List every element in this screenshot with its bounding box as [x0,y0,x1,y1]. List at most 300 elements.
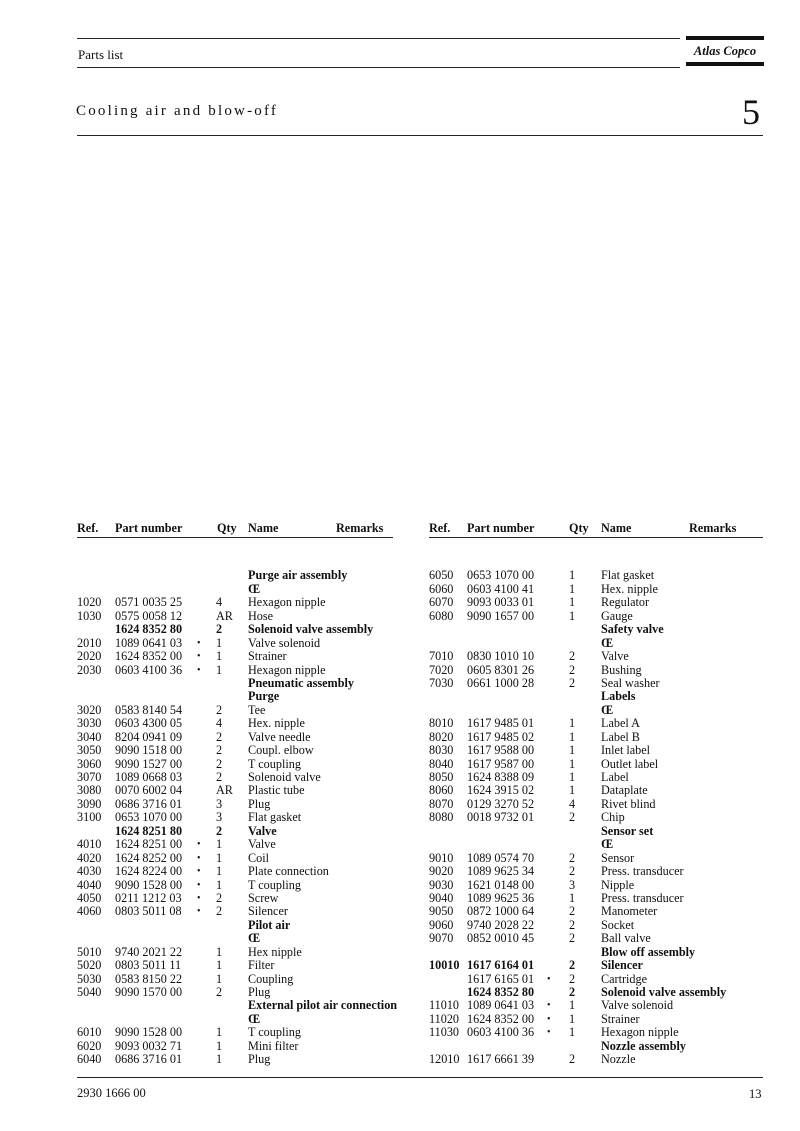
cell-ref: 3020 [77,702,102,717]
cell-part-number: 0211 1212 03 [115,890,182,905]
cell-part-number: 0653 1070 00 [467,568,535,583]
table-row [77,1026,393,1039]
cell-ref: 9060 [429,917,454,932]
header-rule [77,537,393,538]
cell-ref: 8010 [429,716,454,731]
cell-name: Label B [601,729,640,744]
table-row [429,919,763,932]
cell-part-number: 0686 3716 01 [115,796,183,811]
cell-name: Manometer [601,904,658,919]
cell-ref: 11030 [429,1025,460,1040]
cell-name: Socket [601,917,635,932]
cell-name: Sensor [601,850,635,865]
cell-bullet: • [197,664,201,676]
cell-name: Valve [601,649,629,664]
cell-ref: 6020 [77,1038,102,1053]
table-row [429,596,763,609]
cell-name: T coupling [248,1025,301,1040]
cell-name: Valve [248,837,276,852]
table-row [77,811,393,824]
cell-qty: 2 [569,971,576,986]
cell-part-number: 0575 0058 12 [115,608,183,623]
cell-part-number: 1624 8352 00 [467,1011,535,1026]
cell-ref: 2010 [77,635,102,650]
cell-name: T coupling [248,877,301,892]
cell-part-number: 1089 0574 70 [467,850,535,865]
cell-name: Blow off assembly [601,944,696,959]
header-bottom-rule [77,67,680,68]
cell-name: Bushing [601,662,642,677]
cell-qty: 3 [569,877,576,892]
cell-name: Hex. nipple [248,716,305,731]
table-row [429,731,763,744]
cell-qty: 2 [569,810,576,825]
cell-qty: 1 [569,743,576,758]
cell-ref: 3100 [77,810,102,825]
table-row [77,758,393,771]
cell-ref: 3060 [77,756,102,771]
table-row [77,623,393,636]
cell-part-number: 0605 8301 26 [467,662,535,677]
cell-ref: 9050 [429,904,454,919]
cell-ref: 8060 [429,783,454,798]
cell-bullet: • [547,1013,551,1025]
cell-qty: 3 [216,810,223,825]
cell-qty: 2 [216,890,223,905]
cell-bullet: • [547,1027,551,1039]
table-row [429,744,763,757]
cell-part-number: 1617 6165 01 [467,971,535,986]
brand-logo [686,36,764,66]
table-row [429,758,763,771]
cell-ref: 8050 [429,770,454,784]
cell-name: Tee [248,702,266,717]
cell-ref: 1030 [77,608,102,623]
cell-ref: 7030 [429,675,454,690]
section-number: 5 [742,92,760,132]
cell-qty: 1 [569,998,576,1013]
table-row [77,596,393,609]
table-row [429,932,763,945]
cell-name: Dataplate [601,783,648,798]
cell-qty: 1 [569,716,576,731]
cell-ref: 11010 [429,998,460,1013]
cell-qty: 2 [216,823,223,838]
cell-part-number: 0129 3270 52 [467,796,535,811]
cell-bullet: • [197,852,201,864]
table-header [77,521,393,537]
cell-ref: 7010 [429,649,454,664]
cell-name: Hexagon nipple [248,595,326,610]
cell-qty: 1 [216,1038,223,1053]
cell-bullet: • [547,1000,551,1012]
cell-ref: 6050 [429,568,454,583]
cell-qty: 2 [216,743,223,758]
cell-part-number: 9090 1657 00 [467,608,535,623]
cell-bullet: • [547,973,551,985]
cell-qty: 2 [569,904,576,919]
cell-part-number: 1089 0641 03 [115,635,183,650]
cell-ref: 6080 [429,608,454,623]
cell-ref: 11020 [429,1011,460,1026]
table-row [77,677,393,690]
cell-qty: 1 [569,783,576,798]
cell-name: Œ [601,837,614,852]
cell-part-number: 0872 1000 64 [467,904,535,919]
header-rule [429,537,763,538]
table-row [429,583,763,596]
cell-qty: 1 [569,756,576,771]
table-row [429,650,763,663]
cell-part-number: 1089 9625 36 [467,890,535,905]
cell-part-number: 1089 0641 03 [467,998,535,1013]
table-row [77,731,393,744]
cell-name: T coupling [248,756,301,771]
cell-name: Valve solenoid [601,998,674,1013]
cell-part-number: 9090 1570 00 [115,985,183,999]
cell-part-number: 0070 6002 04 [115,783,183,798]
cell-ref: 8020 [429,729,454,744]
cell-name: Œ [601,635,614,650]
cell-bullet: • [197,866,201,878]
table-row [429,637,763,650]
cell-part-number: 0603 4300 05 [115,716,183,731]
cell-name: Strainer [601,1011,640,1026]
cell-ref: 5040 [77,985,102,999]
cell-part-number: 9093 0033 01 [467,595,535,610]
cell-ref: 6040 [77,1052,102,1067]
cell-name: External pilot air connection [248,998,398,1013]
cell-name: Sensor set [601,823,654,838]
cell-qty: 1 [569,1011,576,1026]
cell-ref: 4060 [77,904,102,919]
cell-qty: 4 [216,595,223,610]
cell-name: Plug [248,796,271,811]
cell-qty: 2 [569,958,576,973]
header-part-number: Part number [467,521,535,535]
table-row [429,865,763,878]
table-row [77,664,393,677]
cell-part-number: 0603 4100 41 [467,581,535,596]
table-row [77,973,393,986]
cell-name: Label A [601,716,640,731]
cell-part-number: 9090 1528 00 [115,877,183,892]
cell-qty: 2 [216,729,223,744]
cell-part-number: 1089 9625 34 [467,864,535,879]
cell-qty: 1 [216,850,223,865]
table-row [77,798,393,811]
cell-name: Coupl. elbow [248,743,314,758]
cell-ref: 8080 [429,810,454,825]
table-row [77,650,393,663]
cell-bullet: • [197,651,201,663]
cell-qty: 1 [569,1025,576,1040]
cell-part-number: 1617 9588 00 [467,743,535,758]
cell-part-number: 0018 9732 01 [467,810,535,825]
cell-part-number: 1089 0668 03 [115,770,183,784]
cell-ref: 4050 [77,890,102,905]
cell-qty: 2 [569,675,576,690]
cell-qty: 1 [216,958,223,973]
table-row [77,865,393,878]
cell-ref: 5010 [77,944,102,959]
cell-name: Hex. nipple [601,581,658,596]
cell-name: Œ [248,1011,261,1026]
cell-part-number: 1617 6164 01 [467,958,535,973]
cell-part-number: 0583 8140 54 [115,702,183,717]
cell-qty: 1 [216,971,223,986]
cell-name: Valve solenoid [248,635,321,650]
header-label: Parts list [78,47,124,62]
table-row [429,838,763,851]
cell-part-number: 0603 4100 36 [115,662,183,677]
table-row [77,959,393,972]
cell-name: Rivet blind [601,796,656,811]
table-rows [77,556,398,1067]
table-row [77,569,393,582]
cell-qty: 1 [216,662,223,677]
cell-bullet: • [197,839,201,851]
table-row [77,892,393,905]
cell-name: Coupling [248,971,294,986]
table-row [429,623,763,636]
table-row [77,1053,393,1066]
cell-part-number: 0603 4100 36 [467,1025,535,1040]
header-ref: Ref. [429,521,451,535]
cell-part-number: 1624 8352 80 [467,985,535,999]
footer-rule [77,1077,763,1078]
cell-qty: 2 [216,622,223,637]
cell-name: Pneumatic assembly [248,675,354,690]
cell-ref: 3070 [77,770,102,784]
table-row [429,892,763,905]
document-number: 2930 1666 00 [77,1086,146,1100]
cell-name: Plate connection [248,864,329,879]
cell-part-number: 1621 0148 00 [467,877,535,892]
cell-part-number: 9740 2021 22 [115,944,183,959]
cell-part-number: 0686 3716 01 [115,1052,183,1067]
cell-ref: 6060 [429,581,454,596]
cell-name: Hex nipple [248,944,302,959]
cell-qty: 1 [216,877,223,892]
header-remarks: Remarks [336,521,384,535]
table-row [429,811,763,824]
cell-qty: 1 [569,770,576,784]
cell-part-number: 9740 2028 22 [467,917,535,932]
cell-qty: 2 [216,770,223,784]
cell-part-number: 9093 0032 71 [115,1038,183,1053]
table-row [429,704,763,717]
cell-qty: 2 [569,1052,576,1067]
table-row [429,1026,763,1039]
table-row [429,784,763,797]
cell-qty: 1 [216,837,223,852]
table-row [429,717,763,730]
cell-ref: 6070 [429,595,454,610]
header-qty: Qty [217,521,237,535]
cell-name: Œ [601,702,614,717]
cell-name: Chip [601,810,625,825]
cell-qty: 1 [569,729,576,744]
cell-ref: 2030 [77,662,102,677]
cell-qty: 2 [569,931,576,946]
cell-ref: 4010 [77,837,102,852]
table-row [77,717,393,730]
table-row [77,1040,393,1053]
table-row [429,959,763,972]
table-row [429,677,763,690]
cell-name: Label [601,770,629,784]
parts-table-right [429,521,763,1067]
cell-qty: 1 [216,635,223,650]
table-row [429,879,763,892]
table-row [429,1040,763,1053]
header-ref: Ref. [77,521,99,535]
header-name: Name [248,521,279,535]
cell-name: Solenoid valve [248,770,321,784]
cell-ref: 12010 [429,1052,460,1067]
cell-part-number: 0830 1010 10 [467,649,535,664]
cell-bullet: • [197,879,201,891]
cell-qty: 2 [216,702,223,717]
cell-name: Purge air assembly [248,568,348,583]
table-row [429,852,763,865]
cell-name: Hose [248,608,274,623]
cell-name: Seal washer [601,675,660,690]
cell-name: Plug [248,985,271,999]
cell-ref: 9020 [429,864,454,879]
cell-ref: 9070 [429,931,454,946]
cell-part-number: 1624 8252 00 [115,850,183,865]
table-row [429,610,763,623]
table-row [77,704,393,717]
cell-name: Nipple [601,877,635,892]
table-row [429,946,763,959]
cell-ref: 4020 [77,850,102,865]
cell-ref: 3080 [77,783,102,798]
cell-name: Nozzle assembly [601,1038,686,1053]
cell-qty: 2 [216,904,223,919]
cell-qty: 1 [216,944,223,959]
cell-name: Hexagon nipple [601,1025,679,1040]
cell-ref: 8070 [429,796,454,811]
cell-name: Cartridge [601,971,648,986]
header-name: Name [601,521,632,535]
cell-ref: 9040 [429,890,454,905]
cell-part-number: 1624 8251 80 [115,823,183,838]
cell-qty: 1 [569,608,576,623]
table-row [77,637,393,650]
table-row [77,838,393,851]
table-row [429,1013,763,1026]
table-rows [429,556,763,1067]
cell-qty: 2 [569,662,576,677]
table-row [77,556,393,569]
cell-name: Press. transducer [601,864,684,879]
cell-qty: 2 [569,985,576,999]
cell-name: Silencer [601,958,643,973]
table-row [77,932,393,945]
cell-name: Outlet label [601,756,659,771]
header-remarks: Remarks [689,521,737,535]
cell-name: Ball valve [601,931,651,946]
cell-name: Flat gasket [601,568,655,583]
cell-name: Plug [248,1052,271,1067]
cell-name: Silencer [248,904,288,919]
table-row [77,744,393,757]
cell-part-number: 1624 8224 00 [115,864,183,879]
cell-part-number: 0653 1070 00 [115,810,183,825]
cell-part-number: 9090 1518 00 [115,743,183,758]
cell-name: Hexagon nipple [248,662,326,677]
cell-qty: 1 [569,890,576,905]
cell-ref: 8040 [429,756,454,771]
cell-part-number: 0803 5011 08 [115,904,182,919]
cell-part-number: 1624 3915 02 [467,783,535,798]
cell-qty: 1 [569,581,576,596]
brand-logo-text: Atlas Copco [693,44,757,58]
header-top-rule [77,38,680,39]
cell-part-number: 0583 8150 22 [115,971,183,986]
cell-qty: 1 [216,1025,223,1040]
cell-name: Mini filter [248,1038,299,1053]
table-row [429,986,763,999]
table-row [429,1053,763,1066]
table-row [77,986,393,999]
header-qty: Qty [569,521,589,535]
cell-part-number: 1624 8251 00 [115,837,183,852]
cell-name: Regulator [601,595,650,610]
cell-part-number: 1617 9485 02 [467,729,535,744]
cell-name: Strainer [248,649,287,664]
cell-bullet: • [197,892,201,904]
cell-qty: 4 [569,796,576,811]
cell-qty: 2 [216,985,223,999]
table-row [77,690,393,703]
cell-qty: 1 [216,864,223,879]
table-row [77,905,393,918]
cell-part-number: 1624 8352 00 [115,649,183,664]
table-row [429,664,763,677]
table-header [429,521,763,537]
cell-qty: 2 [569,864,576,879]
cell-qty: 2 [569,850,576,865]
cell-name: Œ [248,581,261,596]
cell-ref: 8030 [429,743,454,758]
table-row [77,919,393,932]
cell-part-number: 0661 1000 28 [467,675,535,690]
cell-name: Plastic tube [248,783,305,798]
cell-ref: 7020 [429,662,454,677]
cell-qty: 2 [569,649,576,664]
table-row [77,998,398,1013]
cell-name: Purge [248,689,280,704]
table-row [77,784,393,797]
cell-name: Flat gasket [248,810,302,825]
table-row [77,610,393,623]
table-row [429,825,763,838]
cell-qty: 1 [569,568,576,583]
table-row [429,798,763,811]
cell-bullet: • [197,906,201,918]
page-number: 13 [749,1087,762,1101]
cell-ref: 9010 [429,850,454,865]
cell-name: Solenoid valve assembly [601,985,727,999]
section-title: Cooling air and blow-off [76,103,279,119]
cell-name: Solenoid valve assembly [248,622,374,637]
table-row [77,946,393,959]
cell-ref: 5020 [77,958,102,973]
